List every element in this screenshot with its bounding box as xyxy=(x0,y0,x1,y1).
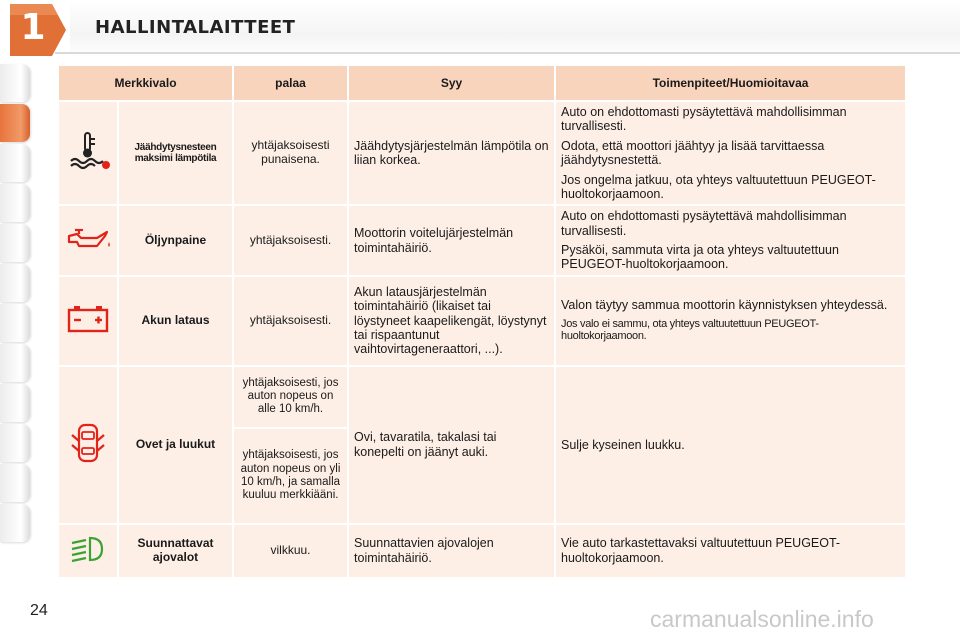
icon-cell xyxy=(59,277,117,365)
page-title: HALLINTALAITTEET xyxy=(95,17,296,38)
side-tab-chapter-10[interactable] xyxy=(0,464,30,502)
table-row xyxy=(59,102,905,204)
warning-state: yhtäjaksoisesti. xyxy=(234,206,347,275)
warning-state: vilkkuu. xyxy=(234,525,347,577)
warning-name: Suunnattavat ajovalot xyxy=(119,525,232,577)
side-tab-chapter-8[interactable] xyxy=(0,384,30,422)
warning-actions xyxy=(556,206,905,275)
action-line: Auto on ehdottomasti pysäytettävä mahdollisimman turvallisesti. xyxy=(561,209,847,238)
warning-cause: Jäähdytysjärjestelmän lämpötila on liian korkea. xyxy=(349,102,554,204)
header-palaa: palaa xyxy=(234,66,347,100)
side-tab-chapter-4[interactable] xyxy=(0,224,30,262)
header-syy: Syy xyxy=(349,66,554,100)
oil-pressure-icon xyxy=(65,224,111,254)
side-tab-chapter-11[interactable] xyxy=(0,504,30,542)
side-tab-chapter-2[interactable] xyxy=(0,144,30,182)
side-tab-chapter-7[interactable] xyxy=(0,344,30,382)
icon-cell xyxy=(59,102,117,204)
side-tab-chapter-3[interactable] xyxy=(0,184,30,222)
warning-state: yhtäjaksoisesti punaisena. xyxy=(234,102,347,204)
warning-cause: Suunnattavien ajovalojen toimintahäiriö. xyxy=(349,525,554,577)
page-number: 24 xyxy=(30,602,48,619)
icon-cell xyxy=(59,367,117,523)
warning-cause: Ovi, tavaratila, takalasi tai konepelti on jäänyt auki. xyxy=(349,367,554,523)
header-toimenpiteet: Toimenpiteet/Huomioitavaa xyxy=(556,66,905,100)
side-tab-chapter-0[interactable] xyxy=(0,64,30,102)
chapter-number: 1 xyxy=(20,7,46,48)
warning-actions xyxy=(556,102,905,204)
table-row xyxy=(59,525,905,577)
warning-actions xyxy=(556,525,905,577)
warning-state: yhtäjaksoisesti, jos auton nopeus on alle 10 km/h. xyxy=(234,367,347,427)
battery-charge-icon xyxy=(65,303,111,335)
table-row xyxy=(59,206,905,275)
coolant-temperature-icon xyxy=(65,131,111,171)
header-merkkivalo: Merkkivalo xyxy=(59,66,232,100)
table-header-row xyxy=(59,66,905,100)
side-tab-chapter-5[interactable] xyxy=(0,264,30,302)
warning-name: Akun lataus xyxy=(119,277,232,365)
icon-cell xyxy=(59,206,117,275)
warning-cause: Moottorin voitelujärjestelmän toimintahäiriö. xyxy=(349,206,554,275)
action-line: Jos ongelma jatkuu, ota yhteys valtuutettuun PEUGEOT-huoltokorjaamoon. xyxy=(561,172,876,201)
warning-cause: Akun latausjärjestelmän toimintahäiriö (likaiset tai löystyneet kaapelikengät, löystynyt tai rispaantunut vaihtovirtageneraattori, ...). xyxy=(349,277,554,365)
header-divider xyxy=(55,52,960,54)
warning-actions xyxy=(556,277,905,365)
warning-name: Jäähdytysnesteen maksimi lämpötila xyxy=(119,102,232,204)
warning-actions xyxy=(556,367,905,523)
warning-state: yhtäjaksoisesti, jos auton nopeus on yli 10 km/h, ja samalla kuuluu merkkiääni. xyxy=(234,429,347,523)
action-line: Odota, että moottori jäähtyy ja lisää tarvittaessa jäähdytysnestettä. xyxy=(561,138,825,168)
side-tab-chapter-6[interactable] xyxy=(0,304,30,342)
side-tab-chapter-1-active[interactable] xyxy=(0,104,30,142)
action-line: Jos valo ei sammu, ota yhteys valtuutettuun PEUGEOT-huoltokorjaamoon. xyxy=(561,317,819,343)
table-row xyxy=(59,277,905,365)
action-line: Auto on ehdottomasti pysäytettävä mahdollisimman turvallisesti. xyxy=(561,105,847,134)
action-line: Sulje kyseinen luukku. xyxy=(561,437,685,452)
chapter-tab[interactable] xyxy=(0,0,70,62)
door-open-icon xyxy=(68,421,108,465)
table-row xyxy=(59,367,905,427)
warning-name: Öljynpaine xyxy=(119,206,232,275)
action-line: Valon täytyy sammua moottorin käynnistyksen yhteydessä. xyxy=(561,298,888,313)
warning-lights-table xyxy=(57,64,907,579)
headlight-levelling-icon xyxy=(68,534,108,564)
watermark: carmanualsonline.info xyxy=(650,606,874,632)
warning-state: yhtäjaksoisesti. xyxy=(234,277,347,365)
action-line: Pysäköi, sammuta virta ja ota yhteys valtuutettuun PEUGEOT-huoltokorjaamoon. xyxy=(561,243,839,272)
warning-name: Ovet ja luukut xyxy=(119,367,232,523)
icon-cell xyxy=(59,525,117,577)
side-tab-chapter-9[interactable] xyxy=(0,424,30,462)
side-tab-strip xyxy=(0,64,34,544)
action-line: Vie auto tarkastettavaksi valtuutettuun PEUGEOT-huoltokorjaamoon. xyxy=(561,536,841,565)
